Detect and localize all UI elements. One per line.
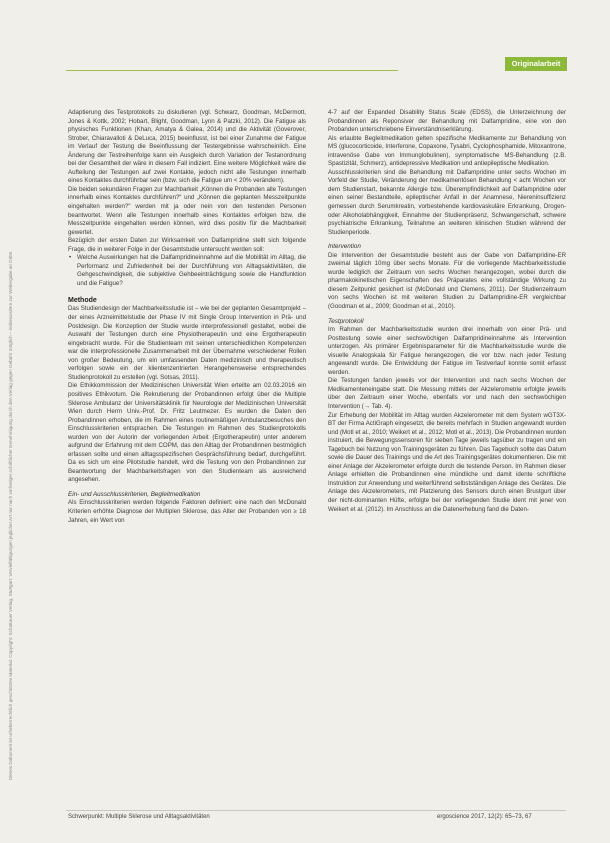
paragraph: Im Rahmen der Machbarkeitsstudie wurden drei innerhalb von einer Prä- und Posttestung sowie einer sechswöchigen Dalfampridineinnahme als Intervention unterzogen. Als primärer Ergebnisparameter für die Machbarkeitsstudie wurde die visuelle Analogskala für Fatigue herangezogen, die vor bzw. nach jeder Testung angewandt wurde. Die Entwicklung der Fatigue im Testverlauf konnte somit erfasst werden. <box>328 326 566 376</box>
right-column <box>328 109 566 514</box>
paragraph: Die Ethikkommission der Medizinischen Universität Wien erteilte am 02.03.2016 ein positives Ethikvotum. Die Rekrutierung der Probandinnen erfolgt über die Multiple Sklerose Ambulanz der Universitätsklinik für Neurologie der Medizinischen Universität Wien durch Herrn Univ.-Prof. Dr. Fritz Leutmezer. Es wurden die Daten den Probandinnen erhoben, die im Rahmen eines routinemäßigen Ambulanzbesuches den Einschlusskriterien entsprachen. Die Testungen im Rahmen des Studienprotokolls wurden von der Autorin der vorliegenden Arbeit (Ergotherapeutin) unter anderem aufgrund der Erfahrung mit dem COPM, das den Alltag der Probandinnen bestmöglich erfassen sollte und einen alltagsspezifischen Gesprächsführung bedarf, durchgeführt. Da es sich um eine Pilotstudie handelt, wird die Testung von den Probandinnen zur Beantwortung der Machbarkeitsfragen von den Studienteam als ausreichend angesehen. <box>68 382 306 484</box>
footer-journal-topic: Schwerpunkt: Multiple Sklerose und Alltagsaktivitäten <box>68 814 210 820</box>
paragraph: Die Testungen fanden jeweils vor der Intervention und nach sechs Wochen der Medikamenteneingabe statt. Die Messung mittels der Akzelerometrie erfolgte jeweils über den Zeitraum einer Woche, ebenfalls vor und nach den sechswöchigen Intervention (→ Tab. 4). <box>328 377 566 410</box>
paragraph: Zur Erhebung der Mobilität im Alltag wurden Akzelerometer mit dem System wGT3X-BT der Firma ActiGraph eingesetzt, die bereits mehrfach in Studien angewandt wurden und (Motl et al., 2010; Weikert et al., 2012; Motl et al., 2013). Die Probandinnen wurden instruiert, die Bewegungssensoren für sieben Tage jeweils tagsüber zu tragen und ein Tagebuch bei Nutzung von Trainingsgeräten zu führen. Das Tagebuch sollte das Datum sowie die Dauer des Trainings und die Art des Trainingsgerätes dokumentieren. Die mit einer Anlage der Akzelerometer erfolgte durch die testende Person. Im Rahmen dieser Anlage erhielten die Probandinnen eine mündliche und damit idente schriftliche Instruktion zur Anwendung und weiterführend selbstständigen Anlage des Gerätes. Die Anlage des Akzelerometers, mit Platzierung des Sensors durch einen Brustgurt über der nicht-dominanten Hüfte, erfolgte bei der vorliegenden Studie ident mit jener von Weikert et al. (2012). Im Anschluss an die Datenerhebung fand die Daten- <box>328 411 566 513</box>
paragraph: Bezüglich der ersten Daten zur Wirksamkeit von Dalfampridine stellt sich folgende Frage, die in weiterer Folge in der Gesamtstudie untersucht werden soll: <box>68 237 306 253</box>
section-heading-methode: Methode <box>68 297 97 305</box>
bullet-item: • Welche Auswirkungen hat die Dalfampridineinnahme auf die Mobilität im Alltag, die Performanz und Zufriedenheit bei der Durchführung von Alltagsaktivitäten, die Gehgeschwindigkeit, die subjektive Gehbeeinträchtigung sowie die Handfunktion und die Fatigue? <box>68 254 306 288</box>
paragraph: Ausschlusskriterien sind die Behandlung mit Dalfampridine unter sechs Wochen im Vorfeld der Studie, Veränderung der medikamentösen Behandlung < acht Wochen vor dem Studienstart, bekannte Allergie bzw. Überempfindlichkeit auf Dalfampridine oder einen seiner Bestandteile, epileptischer Anfall in der Anamnese, Niereninsuffizienz gemessen durch Serumkreatin, vorbestehende kardiovaskuläre Erkrankung, Drogen- oder Alkoholabhängigkeit, Einnahme der Studienpräsenz, Schwangerschaft, schwere psychiatrische Erkrankung, Teilnahme an weiteren klinischen Studien während der Studienperiode. <box>328 168 566 236</box>
footer-rule <box>66 810 566 811</box>
subheading-intervention: Intervention <box>328 243 361 251</box>
subheading-kriterien: Ein- und Ausschlusskriterien, Begleitmedikation <box>68 490 201 498</box>
header-rule <box>66 70 398 71</box>
paragraph: Die Intervention der Gesamtstudie besteht aus der Gabe von Dalfampridine-ER zweimal täglich 10mg über sechs Monate. Für die vorliegende Machbarkeitsstudie wurde lediglich der Zeitraum von sechs Wochen herangezogen, wobei durch die pharmakokinetischen Eigenschaften des Präparates eine vollständige Wirkung zu diesem Zeitpunkt gesichert ist (McDonald und Clemens, 2011). Der Studienzeitraum von sechs Wochen ist mit weiteren Studien zu Dalfampridine-ER vergleichbar (Goodman et al., 2009; Goodman et al., 2010). <box>328 251 566 310</box>
paragraph: Adaptierung des Testprotokolls zu diskutieren (vgl. Schwarz, Goodman, McDermott, Jones & Kottk, 2002; Hobart, Blight, Goodman, Lynn & Patzki, 2012). Die Fatigue als physisches Funktionen (Khan, Amatya & Galea, 2014) und die Aktivität (Goverover, Strober, Chiaravalloti & DeLuca, 2015) beeinflusst, ist bei einer Zunahme der Fatigue im Verlauf der Testung die Beeinflussung der Testergebnisse wahrscheinlich. Eine Änderung der Testreihenfolge kann ein Ausgleich durch Variation der Testanordnung bei der Gesamtheit der wäre in diesem Fall indiziert. Eine weitere Möglichkeit wäre die Aufteilung der Testungen auf zwei Kontakte, jedoch nicht alle Testungen innerhalb eines Kontaktes durchführbar sein (bzw. sich die Fatigue um < 20% verändern). <box>68 109 306 185</box>
copyright-sidebar-note: Dieses Dokument ist urheberrechtlich geschütztes Material. Copyright: Schattauer Verlag, Stuttgart. Vervielfältigungen jeglicher Art nur nach vorheriger schriftlicher Genehmigung durch den Verlag gegen Gebühr möglich – insbesondere zur Weitergabe an Dritte. <box>8 250 13 780</box>
footer-citation: ergoscience 2017, 12(2): 65–73, 67 <box>437 814 532 820</box>
paragraph: Als Einschlusskriterien werden folgende Faktoren definiert: eine nach den McDonald Kriterien erhöhte Diagnose der Multiplen Sklerose, das Alter der Probanden von ≥ 18 Jahren, ein Wert von <box>68 499 306 524</box>
left-column <box>68 109 306 525</box>
paragraph: 4-7 auf der Expanded Disability Status Scale (EDSS), die Unterzeichnung der Probandinnen als Reponsiver der Behandlung mit Dalfampridine, eine von den Probanden unterschriebene Einverständniserklärung. <box>328 109 566 134</box>
paragraph: Als erlaubte Begleitmedikation gelten spezifische Medikamente zur Behandlung von MS (glucocorticoide, Interferone, Copaxone, Tysabri, Cyclophosphamide, Mitoxantrone, intravenöse Gabe von Immunglobulinen), symptomatische MS-Behandlung (z.B. Spastizität, Schmerz), antidepressive Medikation und antiepileptische Medikation. <box>328 134 566 168</box>
paragraph: Die beiden sekundären Fragen zur Machbarkeit „Können die Probanden alle Testungen innerhalb eines Kontaktes durchführen?“ und „Können die geplanten Messzeitpunkte eingehalten werden?“ werden mit ja oder nein von den testenden Personen beantwortet. Wenn alle Testungen innerhalb eines Kontaktes erfolgen bzw. die Messzeitpunkte eingehalten werden können, wird dies positiv für die Machbarkeit gewertet. <box>68 185 306 236</box>
section-badge: Originalarbeit <box>505 57 567 71</box>
paragraph: Das Studiendesign der Machbarkeitsstudie ist – wie bei der geplanten Gesamtprojekt – der eines Arzneimittelstudie der Phase IV mit Single Group Intervention in Prä- und Postdesign. Die Konzeption der Studie wurde interprofessionell gestaltet, wobei die Auswahl der Testungen durch eine Physiotherapeutin und eine Ergotherapeutin eingebracht wurde. Für die Studienteam mit seinen unterschiedlichen Kompetenzen war die interprofessionelle Zusammenarbeit mit der Übernahme verschiedener Rollen von großer Bedeutung, um ein umfassenden Daten medizinisch und therapeutisch verfolgen sowie ein der klientenzentrierten Herangehensweise entsprechendes Studienprotokoll zu erstellen (vgl. Sotsas, 2011). <box>68 305 306 381</box>
subheading-testprotokoll: Testprotokoll <box>328 317 364 325</box>
